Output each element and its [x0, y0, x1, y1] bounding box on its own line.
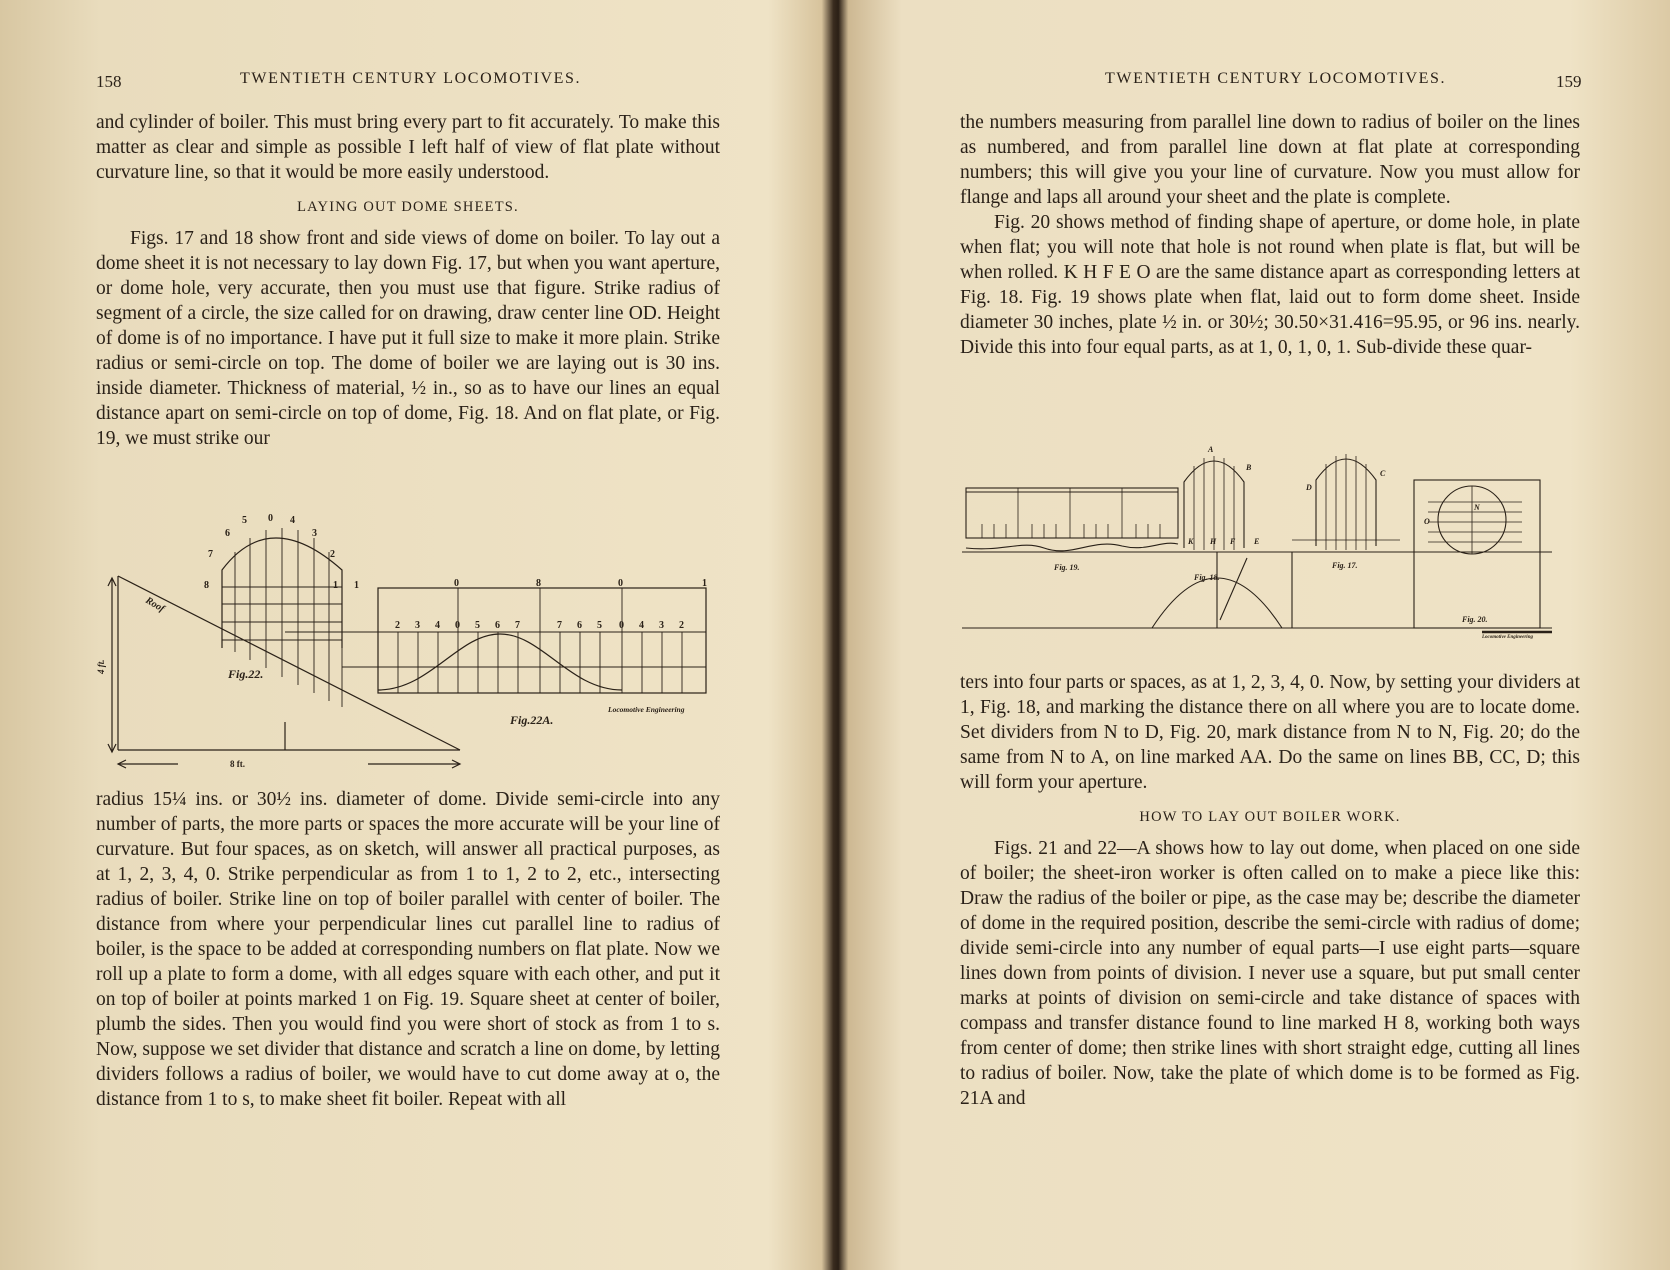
plate-number: 2	[395, 620, 400, 631]
plate-number: 7	[515, 620, 520, 631]
page-number: 158	[96, 72, 122, 91]
paragraph: and cylinder of boiler. This must bring every part to fit accurately. To make this matter as clear and simple as possible I left half of view of flat plate without curvature line, so that it would be more easily understood.	[96, 112, 720, 183]
figures-17-to-20	[962, 440, 1562, 640]
running-head: TWENTIETH CENTURY LOCOMOTIVES.	[240, 70, 582, 87]
page-number: 159	[1556, 72, 1582, 91]
figure-letter: C	[1380, 469, 1386, 478]
figure-credit: Locomotive Engineering	[1482, 635, 1533, 640]
plate-number: 8	[536, 578, 541, 589]
paragraph: Figs. 21 and 22—A shows how to lay out dome, when placed on one side of boiler; the sheet-iron worker is often called on to make a piece like this: Draw the radius of the boiler or pipe, as the case may be; describe the diameter of dome in the required position, describe the semi-circle with radius of dome; divide semi-circle into any number of equal parts—I use eight parts—square lines down from points of division. I never use a square, but put small center marks at points of division on semi-circle and take distance of spaces with compass and transfer distance found to line marked H 8, working both ways from center of dome; then strike lines with short straight edge, cutting all lines to radius of boiler. Now, take the plate of which dome is to be formed as Fig. 21A and	[960, 838, 1580, 1109]
figure-22	[96, 512, 720, 772]
right-page	[840, 0, 1670, 1270]
fig18-label: Fig. 18.	[1194, 573, 1220, 582]
plate-number: 3	[415, 620, 420, 631]
figure-letter: E	[1254, 537, 1260, 546]
figure-letter: H	[1210, 537, 1217, 546]
paragraph: radius 15¼ ins. or 30½ ins. diameter of dome. Divide semi-circle into any number of parts, the more parts or spaces the more accurate will be your line of curvature. But four spaces, as on sketch, will answer all practical purposes, as at 1, 2, 3, 4, 0. Strike perpendicular as from 1 to 1, 2 to 2, etc., intersecting radius of boiler. Strike line on top of boiler parallel with center of boiler. The distance from where your perpendicular lines cut parallel line to radius of boiler, is the space to be added at corresponding numbers on flat plate. Now we roll up a plate to form a dome, with all edges square with each other, and put it on top of boiler at points marked 1 on Fig. 19. Square sheet at center of boiler, plumb the sides. Then you would find you were short of stock as from 1 to s. Now, suppose we set divider that distance and scratch a line on dome, by letting dividers follows a radius of boiler, we would have to cut dome away at o, the distance from 1 to s, to make sheet fit boiler. Repeat with all	[96, 789, 720, 1110]
dome-number: 8	[204, 580, 209, 591]
figure-letter: D	[1306, 483, 1312, 492]
plate-number: 4	[639, 620, 644, 631]
dome-number: 4	[290, 515, 295, 526]
figure-letter: F	[1230, 537, 1236, 546]
plate-number: 3	[659, 620, 664, 631]
plate-number: 6	[495, 620, 500, 631]
plate-number: 5	[597, 620, 602, 631]
plate-number: 2	[679, 620, 684, 631]
dome-number: 1	[333, 580, 338, 591]
figure-letter: O	[1424, 517, 1430, 526]
fig17-label: Fig. 17.	[1332, 561, 1358, 570]
figure-letter: K	[1188, 537, 1194, 546]
body-text-bottom	[96, 787, 720, 1112]
paragraph: Fig. 20 shows method of finding shape of aperture, or dome hole, in plate when flat; you will note that hole is not round when plate is flat, but will be when rolled. K H F E O are the same distance apart as corresponding letters at Fig. 18. Fig. 19 shows plate when flat, laid out to form dome sheet. Inside diameter 30 inches, plate ½ in. or 30½; 30.50×31.416=95.95, or 96 ins. nearly. Divide this into four equal parts, as at 1, 0, 1, 0, 1. Sub-divide these quar-	[960, 212, 1580, 358]
section-heading: LAYING OUT DOME SHEETS.	[297, 199, 519, 215]
plate-number: 0	[618, 578, 623, 589]
figure-letter: B	[1246, 463, 1252, 472]
plate-number: 4	[435, 620, 440, 631]
dome-number: 2	[330, 549, 335, 560]
figure-letter: A	[1208, 445, 1214, 454]
left-page	[0, 0, 830, 1270]
body-text-top	[96, 110, 720, 451]
plate-number: 6	[577, 620, 582, 631]
height-label: 4 ft.	[96, 659, 106, 674]
dome-number: 7	[208, 549, 213, 560]
body-text-top	[960, 110, 1580, 360]
running-head: TWENTIETH CENTURY LOCOMOTIVES.	[1105, 70, 1447, 87]
fig20-label: Fig. 20.	[1462, 615, 1488, 624]
plate-number: 5	[475, 620, 480, 631]
fig22-label: Fig.22.	[228, 667, 264, 681]
fig19-label: Fig. 19.	[1054, 563, 1080, 572]
paragraph: ters into four parts or spaces, as at 1, 2, 3, 4, 0. Now, by setting your dividers at 1, Fig. 18, and marking the distance there on all where you are to locate dome. Set dividers from N to D, Fig. 20, mark distance from N to N, Fig. 20; do the same from N to A, on line marked AA. Do the same on lines BB, CC, D; this will form your aperture.	[960, 672, 1580, 793]
paragraph: Figs. 17 and 18 show front and side views of dome on boiler. To lay out a dome sheet it is not necessary to lay down Fig. 17, but when you want aperture, or dome hole, very accurate, then you must use that figure. Strike radius of segment of a circle, the size called for on drawing, draw center line OD. Height of dome is of no importance. I have put it full size to make it more plain. Strike radius or semi-circle on top. The dome of boiler we are laying out is 30 ins. inside diameter. Thickness of material, ½ in., so as to have our lines an equal distance apart on semi-circle on top of dome, Fig. 18. And on flat plate, or Fig. 19, we must strike our	[96, 228, 720, 449]
width-label: 8 ft.	[230, 759, 245, 769]
section-heading: HOW TO LAY OUT BOILER WORK.	[1139, 809, 1401, 825]
dome-number: 3	[312, 528, 317, 539]
fig22a-label: Fig.22A.	[510, 713, 554, 727]
plate-number: 0	[455, 620, 460, 631]
plate-number: 1	[702, 578, 707, 589]
plate-number: 1	[354, 580, 359, 591]
paragraph: the numbers measuring from parallel line down to radius of boiler on the lines as numbered, and from parallel line down at flat plate at corresponding numbers; this will give you your line of curvature. Now you must allow for flange and laps all around your sheet and the plate is complete.	[960, 112, 1580, 208]
dome-number: 6	[225, 528, 230, 539]
plate-number: 0	[454, 578, 459, 589]
figure-credit: Locomotive Engineering	[608, 705, 685, 714]
plate-number: 0	[619, 620, 624, 631]
plate-number: 7	[557, 620, 562, 631]
dome-number: 0	[268, 513, 273, 524]
body-text-bottom	[960, 670, 1580, 1111]
figure-letter: N	[1474, 503, 1480, 512]
dome-number: 5	[242, 515, 247, 526]
roof-label: Roof	[143, 595, 167, 615]
